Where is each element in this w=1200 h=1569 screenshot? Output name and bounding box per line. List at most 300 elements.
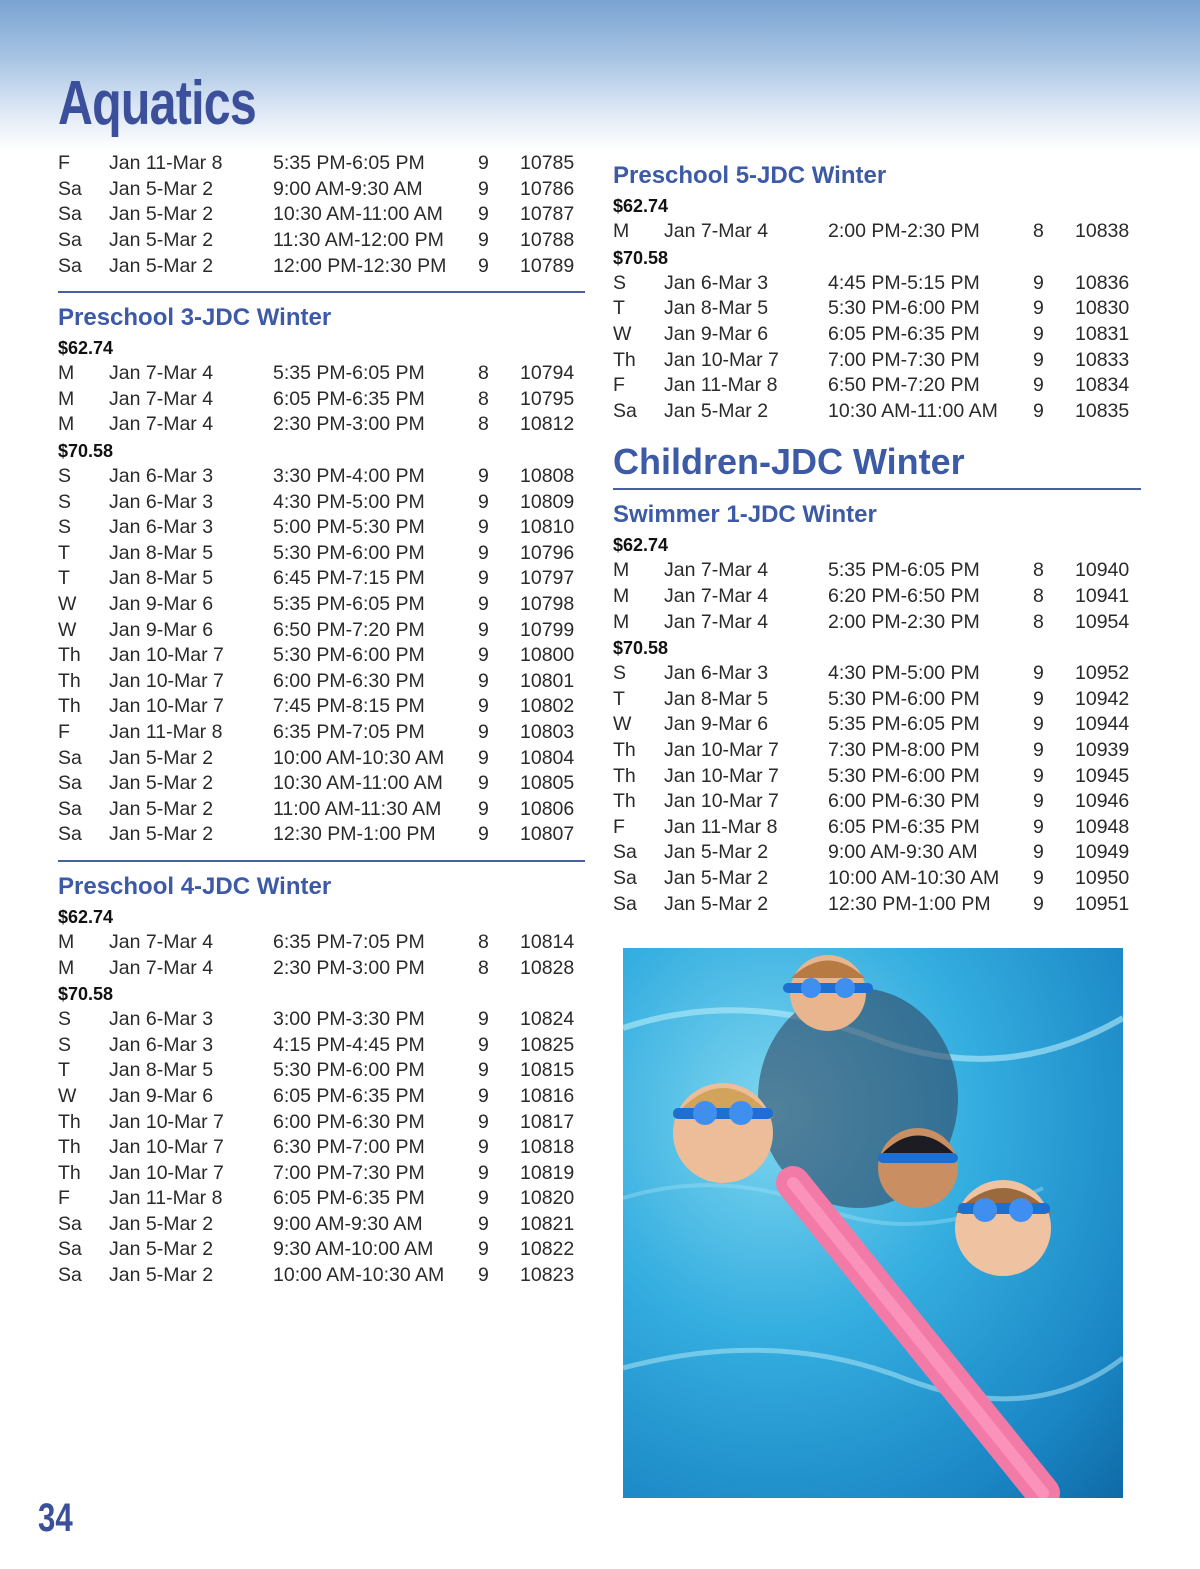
day-cell: W: [613, 323, 632, 346]
course-code-cell: 10798: [520, 593, 575, 616]
date-range-cell: Jan 5-Mar 2: [109, 823, 214, 846]
sessions-cell: 9: [478, 465, 489, 488]
date-range-cell: Jan 7-Mar 4: [664, 559, 769, 582]
course-code-cell: 10809: [520, 490, 575, 513]
date-range-cell: Jan 5-Mar 2: [109, 746, 214, 769]
time-cell: 10:00 AM-10:30 AM: [273, 1264, 445, 1287]
date-range-cell: Jan 10-Mar 7: [109, 669, 224, 692]
sessions-cell: 9: [1033, 739, 1044, 762]
schedule-row: [58, 1212, 585, 1238]
time-cell: 6:05 PM-6:35 PM: [273, 1187, 425, 1210]
date-range-cell: Jan 9-Mar 6: [109, 593, 214, 616]
left-column: [58, 151, 585, 1288]
schedule-row: [58, 1135, 585, 1161]
day-cell: Th: [58, 695, 81, 718]
schedule-row: [58, 228, 585, 254]
section-title: Preschool 4-JDC Winter: [58, 872, 332, 900]
schedule-row: [58, 489, 585, 515]
sessions-cell: 8: [478, 413, 489, 436]
date-range-cell: Jan 5-Mar 2: [664, 841, 769, 864]
sessions-cell: 9: [478, 490, 489, 513]
time-cell: 7:00 PM-7:30 PM: [828, 348, 980, 371]
time-cell: 6:45 PM-7:15 PM: [273, 567, 425, 590]
sessions-cell: 8: [478, 930, 489, 953]
sessions-cell: 9: [478, 1008, 489, 1031]
schedule-row: [58, 464, 585, 490]
time-cell: 6:35 PM-7:05 PM: [273, 720, 425, 743]
sessions-cell: 9: [478, 177, 489, 200]
day-cell: S: [58, 490, 72, 513]
date-range-cell: Jan 7-Mar 4: [664, 220, 769, 243]
sessions-cell: 8: [1033, 585, 1044, 608]
course-code-cell: 10795: [520, 387, 575, 410]
schedule-row: [58, 202, 585, 228]
date-range-cell: Jan 11-Mar 8: [109, 720, 223, 743]
schedule-row: [613, 661, 1141, 687]
course-code-cell: 10835: [1075, 399, 1130, 422]
sessions-cell: 9: [478, 1187, 489, 1210]
page-title: Aquatics: [58, 69, 256, 138]
day-cell: Sa: [58, 1238, 82, 1261]
time-cell: 10:30 AM-11:00 AM: [828, 399, 998, 422]
sessions-cell: 9: [1033, 348, 1044, 371]
day-cell: F: [613, 815, 625, 838]
day-cell: Th: [613, 739, 636, 762]
day-cell: S: [58, 1033, 72, 1056]
time-cell: 5:35 PM-6:05 PM: [273, 152, 425, 175]
day-cell: M: [58, 387, 75, 410]
time-cell: 5:30 PM-6:00 PM: [273, 1059, 425, 1082]
sessions-cell: 9: [1033, 662, 1044, 685]
date-range-cell: Jan 7-Mar 4: [664, 585, 769, 608]
course-code-cell: 10818: [520, 1136, 575, 1159]
day-cell: Sa: [613, 866, 637, 889]
price-label: $70.58: [613, 247, 669, 268]
day-cell: F: [58, 1187, 70, 1210]
sessions-cell: 9: [478, 644, 489, 667]
day-cell: T: [613, 297, 625, 320]
date-range-cell: Jan 6-Mar 3: [664, 662, 769, 685]
sessions-cell: 8: [478, 956, 489, 979]
date-range-cell: Jan 5-Mar 2: [109, 1212, 214, 1235]
course-code-cell: 10954: [1075, 610, 1130, 633]
course-code-cell: 10950: [1075, 866, 1130, 889]
sessions-cell: 8: [478, 387, 489, 410]
course-code-cell: 10788: [520, 229, 575, 252]
course-code-cell: 10787: [520, 203, 575, 226]
course-code-cell: 10785: [520, 152, 575, 175]
course-code-cell: 10797: [520, 567, 575, 590]
schedule-row: [613, 347, 1141, 373]
date-range-cell: Jan 5-Mar 2: [109, 229, 214, 252]
course-code-cell: 10821: [520, 1212, 575, 1235]
date-range-cell: Jan 6-Mar 3: [109, 516, 214, 539]
day-cell: S: [58, 516, 72, 539]
day-cell: S: [58, 1008, 72, 1031]
schedule-row: [58, 412, 585, 438]
course-code-cell: 10942: [1075, 687, 1130, 710]
section-divider: [58, 291, 585, 293]
sessions-cell: 8: [1033, 610, 1044, 633]
date-range-cell: Jan 10-Mar 7: [109, 1136, 224, 1159]
schedule-row: [58, 643, 585, 669]
sessions-cell: 9: [1033, 790, 1044, 813]
course-code-cell: 10814: [520, 930, 575, 953]
section-title: Preschool 3-JDC Winter: [58, 303, 332, 331]
time-cell: 6:50 PM-7:20 PM: [273, 618, 425, 641]
day-cell: Sa: [58, 177, 82, 200]
schedule-row: [58, 694, 585, 720]
time-cell: 6:20 PM-6:50 PM: [828, 585, 980, 608]
sessions-cell: 9: [1033, 764, 1044, 787]
schedule-row: [58, 177, 585, 203]
section-swimmer-1: [613, 498, 1141, 917]
course-code-cell: 10838: [1075, 220, 1130, 243]
time-cell: 6:00 PM-6:30 PM: [273, 1110, 425, 1133]
date-range-cell: Jan 9-Mar 6: [109, 1084, 214, 1107]
time-cell: 5:00 PM-5:30 PM: [273, 516, 425, 539]
day-cell: M: [58, 413, 75, 436]
sessions-cell: 9: [478, 1136, 489, 1159]
sessions-cell: 9: [1033, 866, 1044, 889]
section-preschool-4: [58, 870, 585, 1289]
course-code-cell: 10825: [520, 1033, 575, 1056]
day-cell: Sa: [58, 797, 82, 820]
day-cell: Sa: [58, 746, 82, 769]
schedule-row: [613, 373, 1141, 399]
course-code-cell: 10801: [520, 669, 575, 692]
day-cell: Sa: [58, 203, 82, 226]
schedule-row: [58, 930, 585, 956]
course-code-cell: 10800: [520, 644, 575, 667]
sessions-cell: 9: [478, 720, 489, 743]
schedule-row: [58, 1109, 585, 1135]
day-cell: Sa: [613, 841, 637, 864]
schedule-row: [613, 219, 1141, 245]
date-range-cell: Jan 7-Mar 4: [109, 362, 214, 385]
sessions-cell: 9: [478, 593, 489, 616]
sessions-cell: 9: [478, 567, 489, 590]
schedule-row: [58, 796, 585, 822]
time-cell: 4:30 PM-5:00 PM: [273, 490, 425, 513]
date-range-cell: Jan 7-Mar 4: [109, 413, 214, 436]
day-cell: F: [58, 152, 70, 175]
schedule-row: [58, 361, 585, 387]
sessions-cell: 9: [478, 823, 489, 846]
course-code-cell: 10816: [520, 1084, 575, 1107]
time-cell: 7:45 PM-8:15 PM: [273, 695, 425, 718]
sessions-cell: 9: [478, 516, 489, 539]
day-cell: Sa: [58, 823, 82, 846]
schedule-row: [58, 1032, 585, 1058]
time-cell: 2:00 PM-2:30 PM: [828, 610, 980, 633]
schedule-row: [58, 515, 585, 541]
sessions-cell: 9: [478, 1059, 489, 1082]
time-cell: 5:30 PM-6:00 PM: [828, 297, 980, 320]
day-cell: Sa: [58, 229, 82, 252]
day-cell: Th: [58, 644, 81, 667]
date-range-cell: Jan 6-Mar 3: [109, 490, 214, 513]
schedule-row: [613, 609, 1141, 635]
day-cell: Sa: [58, 1264, 82, 1287]
price-label: $62.74: [58, 337, 114, 358]
day-cell: Sa: [613, 399, 637, 422]
schedule-row: [613, 840, 1141, 866]
time-cell: 5:35 PM-6:05 PM: [273, 593, 425, 616]
sessions-cell: 9: [478, 152, 489, 175]
schedule-row: [58, 541, 585, 567]
day-cell: S: [613, 271, 627, 294]
schedule-row: [613, 789, 1141, 815]
schedule-row: [58, 771, 585, 797]
date-range-cell: Jan 10-Mar 7: [664, 764, 779, 787]
date-range-cell: Jan 5-Mar 2: [664, 399, 769, 422]
time-cell: 5:30 PM-6:00 PM: [273, 644, 425, 667]
time-cell: 10:00 AM-10:30 AM: [273, 746, 445, 769]
date-range-cell: Jan 10-Mar 7: [109, 695, 224, 718]
date-range-cell: Jan 10-Mar 7: [109, 644, 224, 667]
schedule-row: [613, 815, 1141, 841]
course-code-cell: 10833: [1075, 348, 1130, 371]
date-range-cell: Jan 11-Mar 8: [664, 374, 778, 397]
day-cell: S: [613, 662, 627, 685]
sessions-cell: 9: [478, 1110, 489, 1133]
time-cell: 2:00 PM-2:30 PM: [828, 220, 980, 243]
schedule-row: [58, 1084, 585, 1110]
time-cell: 5:30 PM-6:00 PM: [828, 764, 980, 787]
time-cell: 12:00 PM-12:30 PM: [273, 254, 447, 277]
course-code-cell: 10836: [1075, 271, 1130, 294]
sessions-cell: 9: [478, 254, 489, 277]
schedule-row: [58, 1237, 585, 1263]
date-range-cell: Jan 6-Mar 3: [664, 271, 769, 294]
day-cell: M: [58, 362, 75, 385]
sessions-cell: 9: [478, 229, 489, 252]
time-cell: 4:15 PM-4:45 PM: [273, 1033, 425, 1056]
time-cell: 9:30 AM-10:00 AM: [273, 1238, 434, 1261]
course-code-cell: 10830: [1075, 297, 1130, 320]
time-cell: 10:00 AM-10:30 AM: [828, 866, 1000, 889]
sessions-cell: 9: [1033, 841, 1044, 864]
section-divider: [613, 488, 1141, 490]
sessions-cell: 9: [1033, 399, 1044, 422]
date-range-cell: Jan 9-Mar 6: [109, 618, 214, 641]
sessions-cell: 8: [478, 362, 489, 385]
time-cell: 10:30 AM-11:00 AM: [273, 203, 443, 226]
course-code-cell: 10806: [520, 797, 575, 820]
day-cell: Th: [58, 669, 81, 692]
course-code-cell: 10807: [520, 823, 575, 846]
course-code-cell: 10789: [520, 254, 575, 277]
schedule-row: [613, 763, 1141, 789]
course-code-cell: 10944: [1075, 713, 1130, 736]
schedule-row: [58, 1007, 585, 1033]
time-cell: 6:05 PM-6:35 PM: [273, 1084, 425, 1107]
day-cell: S: [58, 465, 72, 488]
time-cell: 10:30 AM-11:00 AM: [273, 772, 443, 795]
course-code-cell: 10794: [520, 362, 575, 385]
date-range-cell: Jan 10-Mar 7: [664, 348, 779, 371]
day-cell: Th: [613, 348, 636, 371]
day-cell: M: [613, 559, 630, 582]
section-divider: [58, 860, 585, 862]
sessions-cell: 9: [1033, 687, 1044, 710]
sessions-cell: 9: [478, 1033, 489, 1056]
day-cell: W: [613, 713, 632, 736]
time-cell: 5:35 PM-6:05 PM: [828, 559, 980, 582]
section-preschool-3: [58, 301, 585, 848]
time-cell: 4:30 PM-5:00 PM: [828, 662, 980, 685]
date-range-cell: Jan 9-Mar 6: [664, 323, 769, 346]
day-cell: Th: [58, 1110, 81, 1133]
day-cell: Sa: [58, 772, 82, 795]
date-range-cell: Jan 11-Mar 8: [109, 1187, 223, 1210]
schedule-row: [613, 738, 1141, 764]
course-code-cell: 10948: [1075, 815, 1130, 838]
course-code-cell: 10808: [520, 465, 575, 488]
day-cell: M: [58, 930, 75, 953]
course-code-cell: 10949: [1075, 841, 1130, 864]
course-code-cell: 10820: [520, 1187, 575, 1210]
date-range-cell: Jan 7-Mar 4: [664, 610, 769, 633]
date-range-cell: Jan 7-Mar 4: [109, 387, 214, 410]
schedule-row: [58, 1186, 585, 1212]
price-label: $70.58: [58, 440, 114, 461]
day-cell: T: [58, 541, 70, 564]
time-cell: 2:30 PM-3:00 PM: [273, 413, 425, 436]
course-code-cell: 10803: [520, 720, 575, 743]
intro-rows: [58, 151, 585, 279]
time-cell: 3:00 PM-3:30 PM: [273, 1008, 425, 1031]
date-range-cell: Jan 11-Mar 8: [109, 152, 223, 175]
sessions-cell: 9: [478, 1264, 489, 1287]
day-cell: T: [58, 567, 70, 590]
price-label: $70.58: [58, 983, 114, 1004]
course-code-cell: 10941: [1075, 585, 1130, 608]
time-cell: 6:00 PM-6:30 PM: [273, 669, 425, 692]
date-range-cell: Jan 7-Mar 4: [109, 956, 214, 979]
sessions-cell: 9: [478, 1161, 489, 1184]
day-cell: F: [58, 720, 70, 743]
course-code-cell: 10810: [520, 516, 575, 539]
date-range-cell: Jan 9-Mar 6: [664, 713, 769, 736]
date-range-cell: Jan 10-Mar 7: [109, 1110, 224, 1133]
sessions-cell: 9: [478, 1212, 489, 1235]
course-code-cell: 10939: [1075, 739, 1130, 762]
date-range-cell: Jan 6-Mar 3: [109, 465, 214, 488]
time-cell: 12:30 PM-1:00 PM: [828, 892, 991, 915]
schedule-row: [613, 891, 1141, 917]
sessions-cell: 9: [1033, 297, 1044, 320]
course-code-cell: 10940: [1075, 559, 1130, 582]
schedule-row: [58, 822, 585, 848]
day-cell: Th: [613, 790, 636, 813]
date-range-cell: Jan 8-Mar 5: [109, 1059, 214, 1082]
time-cell: 5:35 PM-6:05 PM: [828, 713, 980, 736]
price-label: $62.74: [613, 535, 669, 556]
time-cell: 9:00 AM-9:30 AM: [273, 177, 423, 200]
time-cell: 6:05 PM-6:35 PM: [828, 815, 980, 838]
course-code-cell: 10819: [520, 1161, 575, 1184]
sessions-cell: 8: [1033, 220, 1044, 243]
date-range-cell: Jan 5-Mar 2: [109, 797, 214, 820]
day-cell: Th: [58, 1136, 81, 1159]
schedule-row: [58, 617, 585, 643]
course-code-cell: 10951: [1075, 892, 1130, 915]
sessions-cell: 9: [1033, 323, 1044, 346]
sessions-cell: 9: [478, 618, 489, 641]
day-cell: M: [58, 956, 75, 979]
date-range-cell: Jan 11-Mar 8: [664, 815, 778, 838]
day-cell: T: [58, 1059, 70, 1082]
date-range-cell: Jan 6-Mar 3: [109, 1033, 214, 1056]
course-code-cell: 10945: [1075, 764, 1130, 787]
sessions-cell: 9: [1033, 892, 1044, 915]
schedule-row: [58, 1058, 585, 1084]
swimming-photo-illustration: [623, 948, 1123, 1498]
time-cell: 7:00 PM-7:30 PM: [273, 1161, 425, 1184]
day-cell: W: [58, 593, 77, 616]
schedule-row: [613, 584, 1141, 610]
date-range-cell: Jan 8-Mar 5: [664, 687, 769, 710]
date-range-cell: Jan 8-Mar 5: [109, 567, 214, 590]
course-code-cell: 10834: [1075, 374, 1130, 397]
time-cell: 2:30 PM-3:00 PM: [273, 956, 425, 979]
schedule-row: [613, 558, 1141, 584]
children-heading: Children-JDC Winter: [613, 441, 965, 483]
day-cell: T: [613, 687, 625, 710]
time-cell: 6:35 PM-7:05 PM: [273, 930, 425, 953]
date-range-cell: Jan 5-Mar 2: [109, 1264, 214, 1287]
date-range-cell: Jan 10-Mar 7: [664, 790, 779, 813]
date-range-cell: Jan 6-Mar 3: [109, 1008, 214, 1031]
price-label: $62.74: [58, 906, 114, 927]
sessions-cell: 9: [1033, 374, 1044, 397]
date-range-cell: Jan 10-Mar 7: [109, 1161, 224, 1184]
day-cell: Sa: [613, 892, 637, 915]
date-range-cell: Jan 5-Mar 2: [109, 772, 214, 795]
time-cell: 7:30 PM-8:00 PM: [828, 739, 980, 762]
time-cell: 3:30 PM-4:00 PM: [273, 465, 425, 488]
sessions-cell: 9: [478, 797, 489, 820]
course-code-cell: 10824: [520, 1008, 575, 1031]
date-range-cell: Jan 5-Mar 2: [109, 254, 214, 277]
section-title: Swimmer 1-JDC Winter: [613, 501, 877, 529]
date-range-cell: Jan 5-Mar 2: [664, 892, 769, 915]
date-range-cell: Jan 5-Mar 2: [109, 1238, 214, 1261]
day-cell: F: [613, 374, 625, 397]
time-cell: 9:00 AM-9:30 AM: [828, 841, 978, 864]
time-cell: 6:30 PM-7:00 PM: [273, 1136, 425, 1159]
sessions-cell: 9: [1033, 271, 1044, 294]
day-cell: W: [58, 618, 77, 641]
schedule-row: [613, 866, 1141, 892]
sessions-cell: 9: [478, 203, 489, 226]
course-code-cell: 10823: [520, 1264, 575, 1287]
price-label: $62.74: [613, 196, 669, 216]
schedule-row: [58, 566, 585, 592]
date-range-cell: Jan 10-Mar 7: [664, 739, 779, 762]
schedule-row: [58, 669, 585, 695]
day-cell: Th: [613, 764, 636, 787]
day-cell: M: [613, 585, 630, 608]
schedule-row: [58, 592, 585, 618]
time-cell: 6:05 PM-6:35 PM: [828, 323, 980, 346]
day-cell: Th: [58, 1161, 81, 1184]
schedule-row: [58, 745, 585, 771]
course-code-cell: 10812: [520, 413, 575, 436]
sessions-cell: 9: [478, 772, 489, 795]
